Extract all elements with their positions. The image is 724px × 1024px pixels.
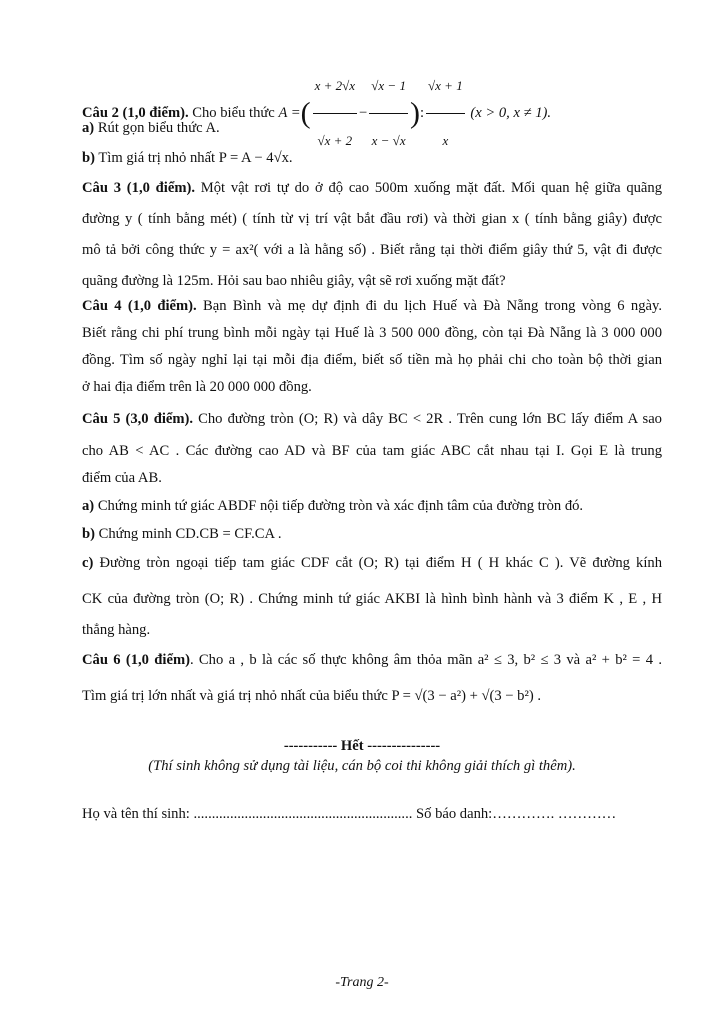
q6-line-1: Câu 6 (1,0 điểm). Cho a , b là các số thực không âm thỏa mãn a² ≤ 3, b² ≤ 3 và a² + b² = 4 . <box>82 652 662 668</box>
q6-line-2: Tìm giá trị lớn nhất và giá trị nhỏ nhất của biểu thức P = √(3 − a²) + √(3 − b²) . <box>82 688 542 704</box>
q5-line-1: Câu 5 (3,0 điểm). Cho đường tròn (O; R) và dây BC < 2R . Trên cung lớn BC lấy điểm A sao <box>82 411 662 427</box>
q5-part-b: b) Chứng minh CD.CB = CF.CA . <box>82 526 282 542</box>
end-mark: ----------- Hết --------------- <box>283 738 441 754</box>
q5-part-a: a) Chứng minh tứ giác ABDF nội tiếp đường tròn và xác định tâm của đường tròn đó. <box>82 498 584 514</box>
q2-part-a: a) Rút gọn biểu thức A. <box>82 120 220 136</box>
q4-label: Câu 4 (1,0 điểm). <box>82 298 197 314</box>
q5-line-2: cho AB < AC . Các đường cao AD và BF của tam giác ABC cắt nhau tại I. Gọi E là trung <box>82 443 662 459</box>
question-2: Câu 2 (1,0 điểm). Cho biểu thức A =( $\frac{x + 2√x}{√x + 2}$ − $\frac{√x - 1}{x - √x}$ ): $\frac{√x + 1}{x}$ (x > 0, x ≠ 1). <box>82 60 662 167</box>
fraction-1: $\frac{x + 2√x}{√x + 2}$ <box>313 60 357 167</box>
q2-lhs: A = <box>278 104 301 121</box>
q3-line-2: đường y ( tính bằng mét) ( tính từ vị trí vật bắt đầu rơi) và thời gian x ( tính bằng giây) được <box>82 211 662 227</box>
page-number: -Trang 2- <box>335 975 389 990</box>
q2-intro: Cho biểu thức <box>192 104 275 121</box>
q4-line-2: Biết rằng chi phí trung bình mỗi ngày tại Huế là 3 500 000 đồng, còn tại Đà Nẵng là 3 000 000 <box>82 325 662 341</box>
q5-label: Câu 5 (3,0 điểm). <box>82 411 194 427</box>
q3-line-3: mô tả bởi công thức y = ax²( với a là hằng số) . Biết rằng tại thời điểm giây thứ 5, vật đi được <box>82 242 662 258</box>
q2-part-b: b) Tìm giá trị nhỏ nhất P = A − 4√x. <box>82 150 293 166</box>
fraction-3: $\frac{√x + 1}{x}$ <box>426 60 465 167</box>
q6-label: Câu 6 (1,0 điểm) <box>82 652 190 668</box>
q3-line-4: quãng đường là 125m. Hỏi sau bao nhiêu giây, vật sẽ rơi xuống mặt đất? <box>82 273 506 289</box>
q2-label: Câu 2 (1,0 điểm). <box>82 104 189 121</box>
q3-label: Câu 3 (1,0 điểm). <box>82 180 195 196</box>
candidate-info-line: Họ và tên thí sinh: ............................................................ Số báo danh:…………. ………… <box>82 806 617 822</box>
q4-line-3: đồng. Tìm số ngày nghỉ lại tại mỗi địa điểm, biết số tiền mà họ phải chi cho toàn bộ thời gian <box>82 352 662 368</box>
q4-line-4: ở hai địa điểm trên là 20 000 000 đồng. <box>82 379 312 395</box>
q5-part-c-line-3: thẳng hàng. <box>82 622 151 638</box>
exam-note: (Thí sinh không sử dụng tài liệu, cán bộ coi thi không giải thích gì thêm). <box>148 758 576 774</box>
q3-line-1: Câu 3 (1,0 điểm). Một vật rơi tự do ở độ cao 500m xuống mặt đất. Mối quan hệ giữa quãng <box>82 180 662 196</box>
q4-line-1: Câu 4 (1,0 điểm). Bạn Bình và mẹ dự định đi du lịch Huế và Đà Nẵng trong vòng 6 ngày. <box>82 298 662 314</box>
q2-condition: (x > 0, x ≠ 1). <box>470 104 552 121</box>
fraction-2: $\frac{√x - 1}{x - √x}$ <box>369 60 408 167</box>
q5-part-c-line-2: CK của đường tròn (O; R) . Chứng minh tứ giác AKBI là hình bình hành và 3 điểm K , E , H <box>82 591 662 607</box>
q5-line-3: điểm của AB. <box>82 470 162 486</box>
q5-part-c-line-1: c) Đường tròn ngoại tiếp tam giác CDF cắt (O; R) tại điểm H ( H khác C ). Vẽ đường kính <box>82 555 663 571</box>
